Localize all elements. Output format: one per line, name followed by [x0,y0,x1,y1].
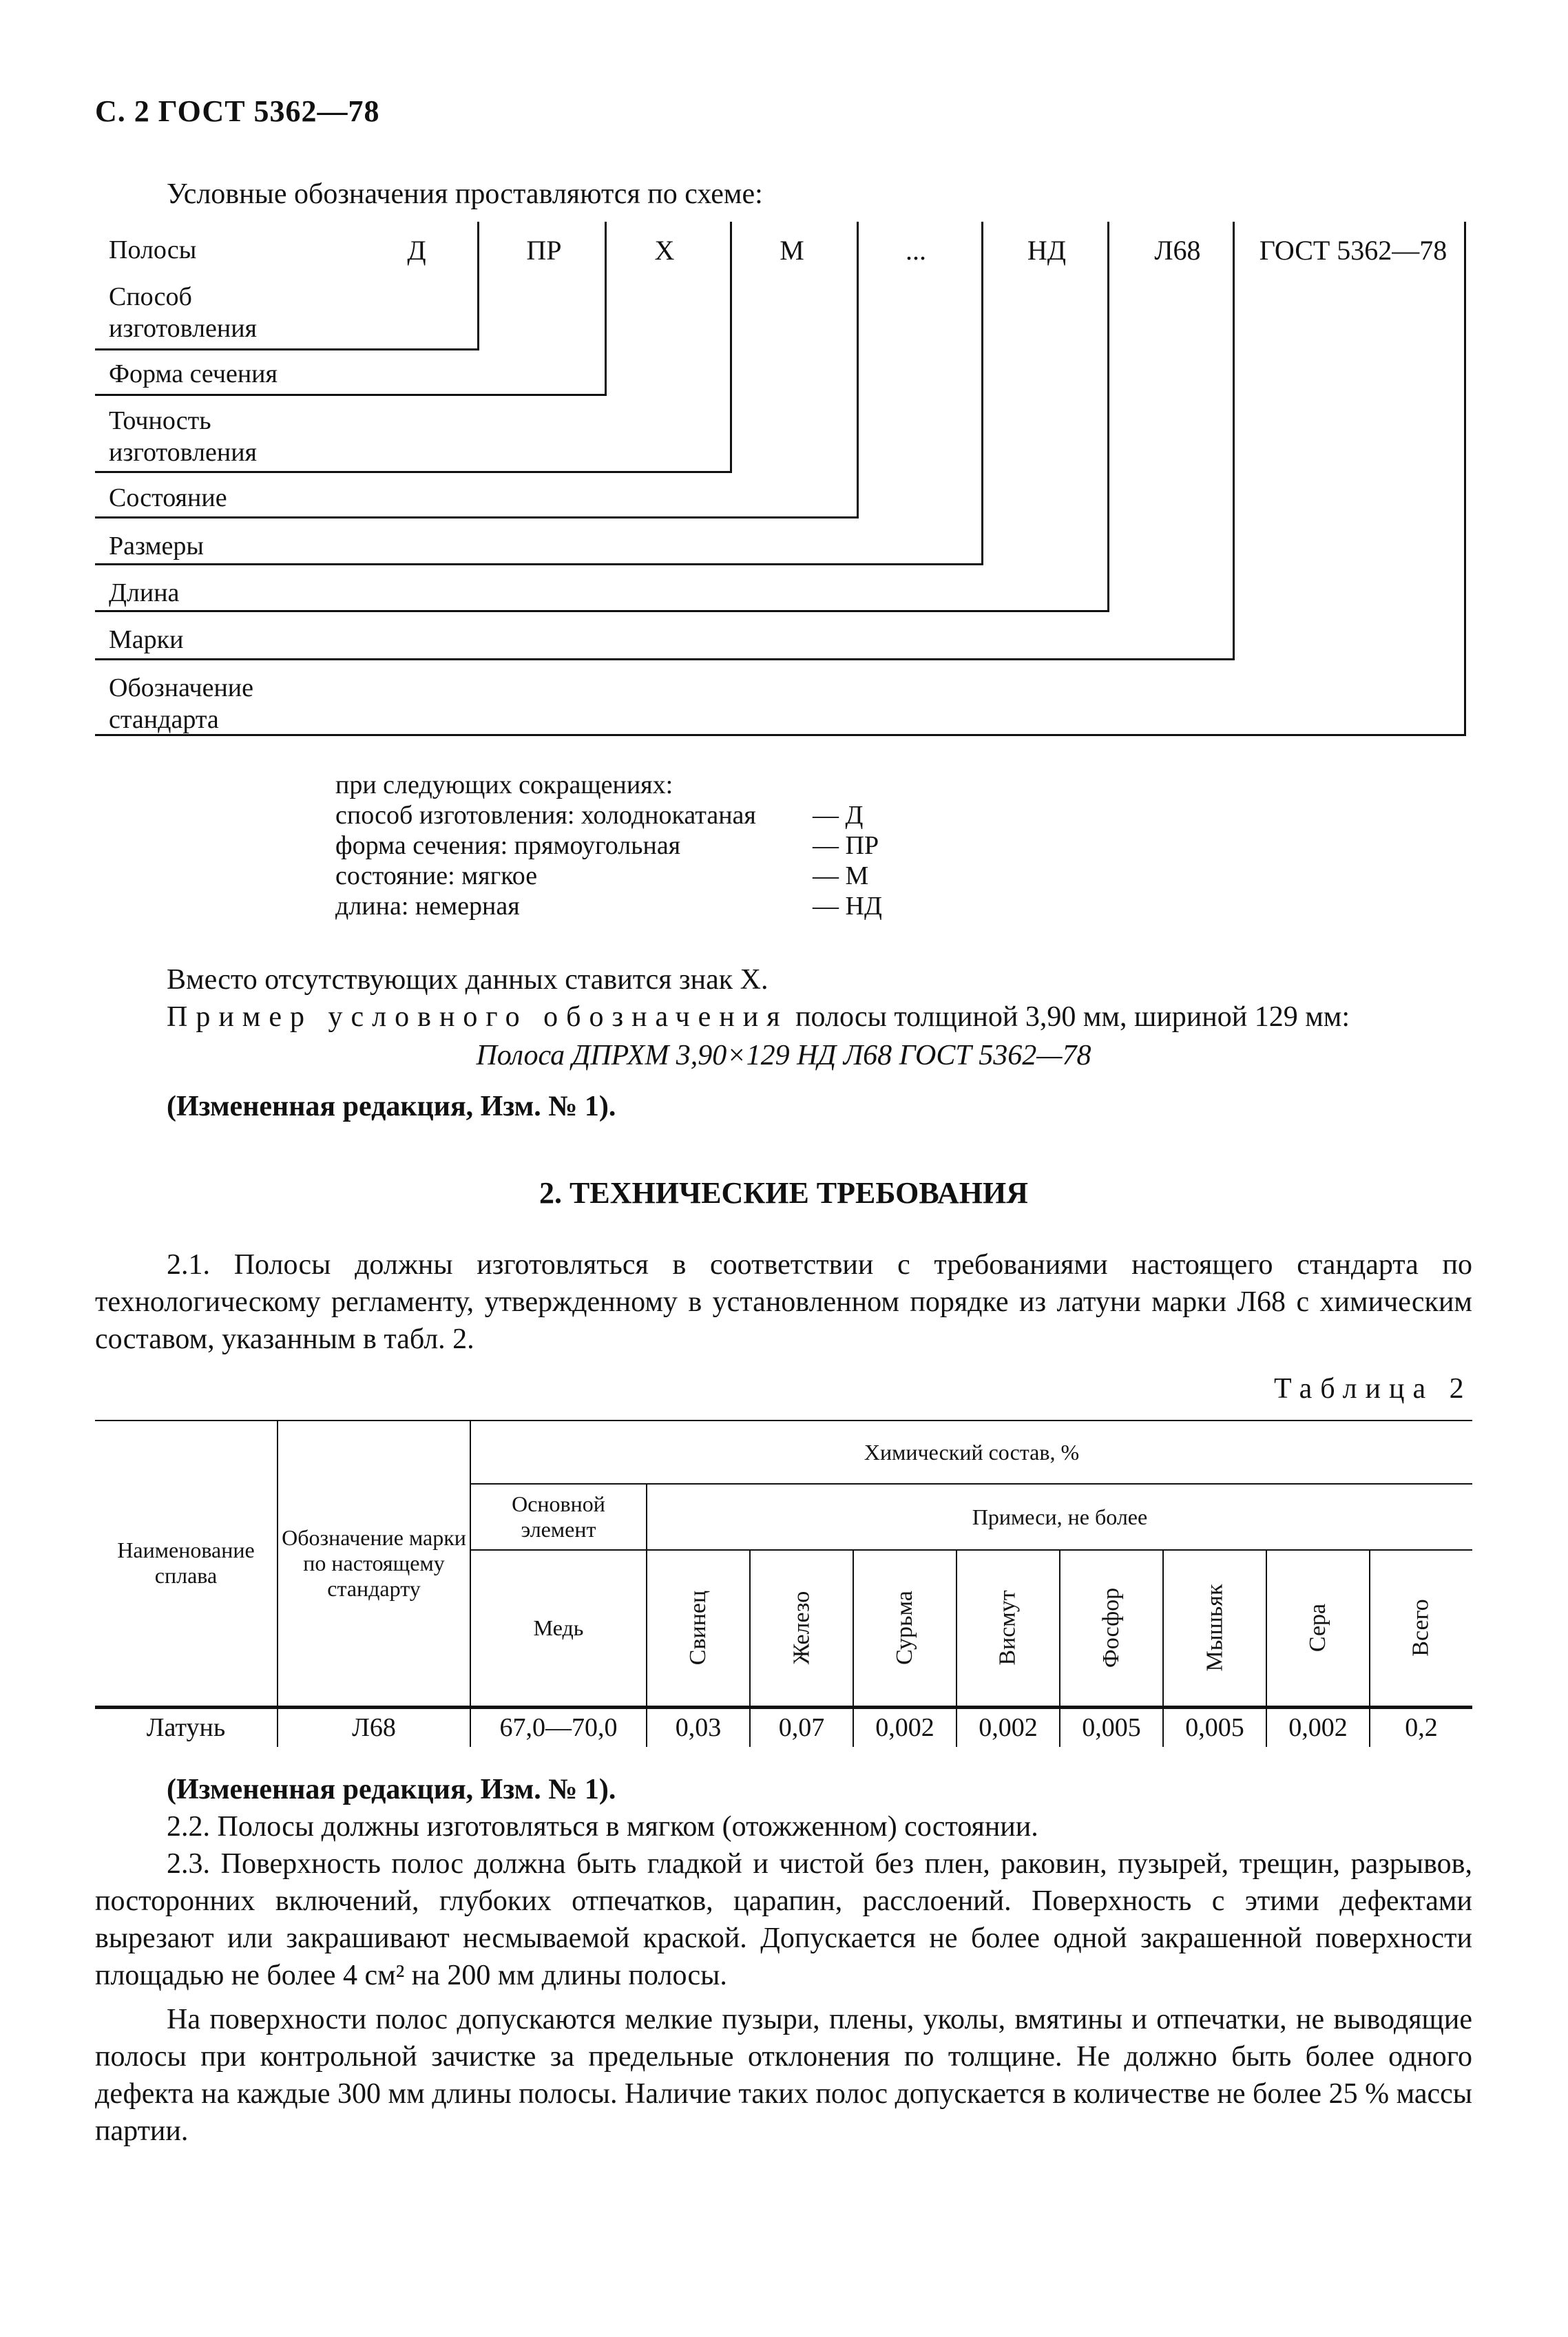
page-header: С. 2 ГОСТ 5362—78 [95,94,380,128]
abbrev-label: длина: немерная [335,892,520,921]
cell-copper: 67,0—70,0 [470,1707,647,1747]
code-d: Д [407,235,426,266]
code-l68: Л68 [1154,235,1201,266]
example-rest: полосы толщиной 3,90 мм, шириной 129 мм: [795,1001,1350,1033]
scheme-hline [95,348,479,350]
cell-impurity: 0,005 [1163,1707,1266,1747]
table-row [95,1707,1472,1747]
code-dots: ... [906,235,926,266]
scheme-hline [95,471,732,473]
abbrev-code: — НД [813,892,882,921]
scheme-hline [95,734,1466,736]
th-impurity: Мышьяк [1163,1550,1266,1707]
para-x-sign: Вместо отсутствующих данных ставится знак Х. [167,964,769,996]
example-lead: Пример условного обозначения [167,1001,788,1033]
para-2-3: 2.3. Поверхность полос должна быть гладкой и чистой без плен, раковин, пузырей, трещин, разрывов, посторонних включений, глубоких отпечатков, царапин, расслоений. Поверхность с этими дефектами вырезают или закрашивают несмываемой краской. Допускается не более одной закрашенной поверхности площадью не более 4 см² на 200 мм длины полосы. [95,1848,1472,1991]
code-nd: НД [1027,235,1067,266]
abbrev-label: способ изготовления: холоднокатаная [335,801,756,830]
label-standard: Обозначение стандарта [109,673,253,734]
scheme-hline [95,610,1109,612]
scheme-hline [95,394,607,396]
scheme-hline [95,658,1235,660]
th-alloy: Наименование сплава [95,1421,278,1707]
th-impurity: Свинец [647,1550,750,1707]
label-dimensions: Размеры [109,532,204,560]
cell-mark: Л68 [278,1707,470,1747]
code-m: М [780,235,804,266]
scheme-vline [857,222,859,518]
cell-impurity: 0,2 [1370,1707,1472,1747]
cell-impurity: 0,002 [853,1707,957,1747]
code-x: Х [654,235,675,266]
th-chemical: Химический состав, % [470,1421,1472,1484]
th-impurity: Висмут [957,1550,1060,1707]
abbrev-label: состояние: мягкое [335,861,538,890]
scheme-hline [95,516,859,518]
th-impurity: Железо [750,1550,853,1707]
abbrev-code: — Д [813,801,864,830]
para-surface-defects: На поверхности полос допускаются мелкие пузыри, плены, уколы, вмятины и отпечатки, не выводящие полосы при контрольной зачистке за предельные отклонения по толщине. Не должно быть более одного дефекта на каждые 300 мм длины полосы. Наличие таких полос допускается в количестве не более 25 % массы партии. [95,2004,1472,2147]
th-copper: Медь [470,1550,647,1707]
scheme-vline [477,222,479,350]
scheme-vline [1233,222,1235,660]
th-impurity: Всего [1370,1550,1472,1707]
label-state: Состояние [109,483,227,512]
th-impurity: Сера [1266,1550,1370,1707]
code-pr: ПР [526,235,562,266]
table-caption: Таблица 2 [1274,1373,1472,1405]
abbrev-label: форма сечения: прямоугольная [335,831,681,860]
scheme-vline [730,222,732,472]
label-strips: Полосы [109,235,197,264]
cell-impurity: 0,03 [647,1707,750,1747]
abbrev-code: — М [813,861,869,890]
scheme-vline [1464,222,1466,735]
scheme-vline [1107,222,1109,611]
th-impurity: Фосфор [1060,1550,1163,1707]
para-2-2: 2.2. Полосы должны изготовляться в мягком (отожженном) состоянии. [167,1811,1038,1843]
label-method: Способ изготовления [109,282,258,343]
amendment-note: (Измененная редакция, Изм. № 1). [167,1774,616,1805]
cell-impurity: 0,005 [1060,1707,1163,1747]
para-example [167,998,1475,1036]
scheme-hline [95,563,983,565]
example-designation: Полоса ДПРХМ 3,90×129 НД Л68 ГОСТ 5362—78 [476,1040,1091,1071]
chemical-composition-table [95,1420,1472,1747]
cell-alloy: Латунь [95,1707,278,1747]
section-title: 2. ТЕХНИЧЕСКИЕ ТРЕБОВАНИЯ [539,1176,1028,1210]
th-impurities: Примеси, не более [647,1484,1472,1550]
scheme-vline [981,222,983,565]
label-length: Длина [109,578,180,607]
amendment-note: (Измененная редакция, Изм. № 1). [167,1091,616,1122]
abbrev-title: при следующих сокращениях: [335,771,673,799]
th-impurity: Сурьма [853,1550,957,1707]
label-section: Форма сечения [109,359,278,388]
label-grades: Марки [109,625,184,654]
para-2-1: 2.1. Полосы должны изготовляться в соответствии с требованиями настоящего стандарта по технологическому регламенту, утвержденному в установленном порядке из латуни марки Л68 с химическим составом, указанным в табл. 2. [95,1249,1472,1355]
scheme-intro: Условные обозначения проставляются по схеме: [167,178,763,210]
abbrev-code: — ПР [813,831,879,860]
cell-impurity: 0,002 [1266,1707,1370,1747]
cell-impurity: 0,07 [750,1707,853,1747]
cell-impurity: 0,002 [957,1707,1060,1747]
scheme-vline [605,222,607,395]
code-gost: ГОСТ 5362—78 [1259,235,1447,266]
th-base-element: Основной элемент [470,1484,647,1550]
th-mark: Обозначение марки по настоящему стандарту [278,1421,470,1707]
label-accuracy: Точность изготовления [109,406,258,467]
